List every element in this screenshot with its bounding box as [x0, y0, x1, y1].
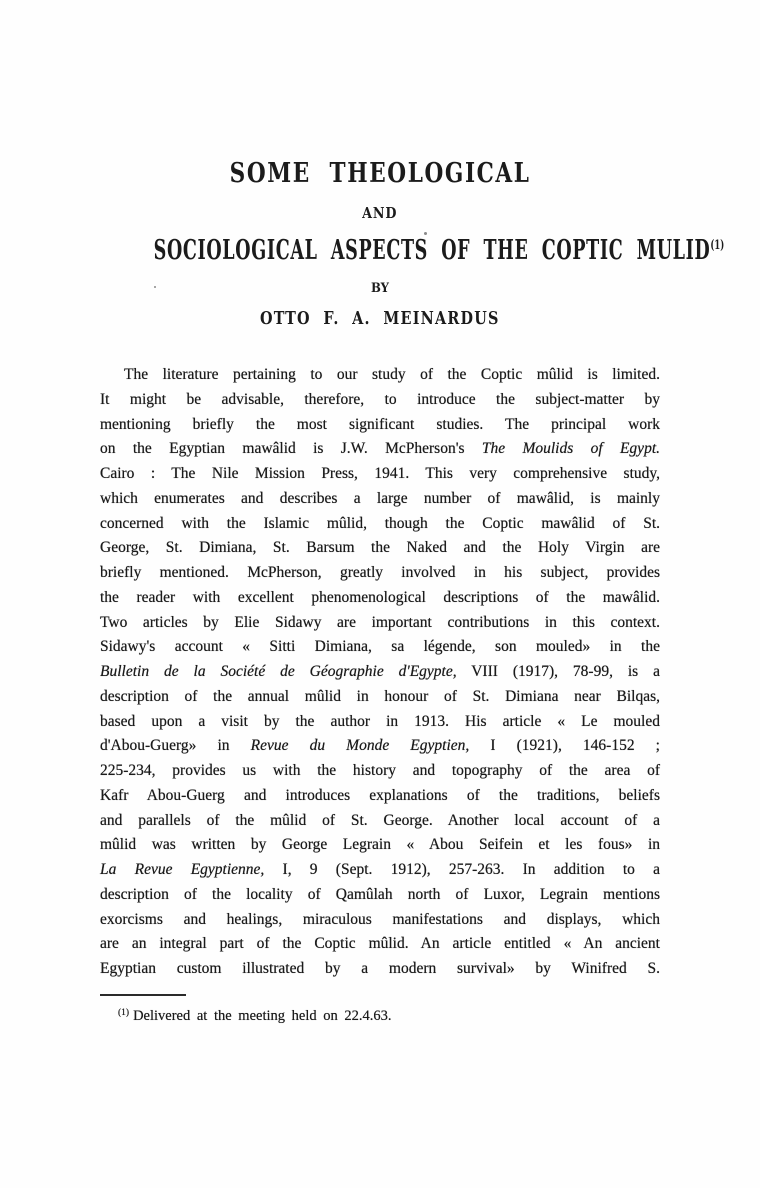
body-segment: briefly mentioned. McPherson, greatly involved in his subject, provides: [100, 564, 660, 581]
title-conjunction-row: [0, 204, 760, 223]
body-line: [100, 487, 660, 512]
body-line: [100, 858, 660, 883]
footnote-marker: (1): [118, 1008, 130, 1018]
body-segment: on the Egyptian mawâlid is J.W. McPherson's: [100, 440, 482, 458]
footnote: [100, 1002, 660, 1027]
body-segment: which enumerates and describes a large number of mawâlid, is mainly: [100, 489, 660, 507]
page-title-line2-text: SOCIOLOGICAL ASPECTS OF THE COPTIC MULID: [153, 235, 711, 266]
body-line: [100, 388, 660, 413]
body-segment: based upon a visit by the author in 1913. His article « Le mouled: [100, 712, 660, 730]
body-segment-italic: La Revue Egyptienne,: [100, 861, 265, 878]
body-line: [100, 413, 660, 438]
page-title-line2: [154, 235, 725, 266]
body-text: [100, 363, 660, 982]
body-line: [100, 660, 660, 685]
body-segment: Sidawy's account « Sitti Dimiana, sa légende, son mouled» in the: [100, 638, 660, 656]
body-segment: I, 9 (Sept. 1912), 257-263. In addition to a: [264, 861, 660, 878]
body-segment: 225-234, provides us with the history and topography of the area of: [100, 762, 660, 779]
body-segment: It might be advisable, therefore, to introduce the subject-matter by: [100, 390, 660, 408]
page-title-line1: SOME THEOLOGICAL: [229, 158, 531, 189]
body-segment: the reader with excellent phenomenological descriptions of the mawâlid.: [100, 588, 660, 606]
body-line: [100, 809, 660, 834]
byline-label: BY: [370, 281, 390, 296]
body-line: [100, 611, 660, 636]
body-line: [100, 883, 660, 908]
body-line: [100, 512, 660, 537]
body-segment: The literature pertaining to our study of the Coptic mûlid is limited.: [124, 366, 660, 383]
author-name: OTTO F. A. MEINARDUS: [260, 308, 500, 329]
body-segment: description of the annual mûlid in honour of St. Dimiana near Bilqas,: [100, 687, 660, 705]
body-line: [100, 932, 660, 957]
body-line: [100, 462, 660, 487]
body-segment: d'Abou-Guerg» in: [100, 737, 251, 755]
body-line: [100, 363, 660, 388]
body-line: [100, 437, 660, 462]
body-segment: I (1921), 146-152 ;: [469, 737, 660, 755]
body-segment: Egyptian custom illustrated by a modern survival» by Winifred S.: [100, 960, 660, 977]
scan-speck: [154, 286, 156, 288]
body-line: [100, 635, 660, 660]
author-row: [0, 308, 760, 329]
body-segment: VIII (1917), 78-99, is a: [456, 663, 660, 680]
body-segment: Cairo : The Nile Mission Press, 1941. This very comprehensive study,: [100, 465, 660, 482]
byline-row: [0, 279, 760, 297]
body-segment: mentioning briefly the most significant studies. The principal work: [100, 415, 660, 433]
body-line: [100, 685, 660, 710]
body-line: [100, 734, 660, 759]
body-segment-italic: The Moulids of Egypt.: [481, 440, 660, 458]
body-line: [100, 536, 660, 561]
body-line: [100, 759, 660, 784]
body-line: [100, 586, 660, 611]
body-line: [100, 784, 660, 809]
body-segment-italic: Bulletin de la Société de Géographie d'Egypte,: [100, 663, 457, 680]
body-segment: Two articles by Elie Sidawy are important contributions in this context.: [100, 613, 660, 631]
footnote-rule: [100, 994, 186, 996]
body-line: [100, 561, 660, 586]
body-line: [100, 957, 660, 982]
scan-speck: [424, 232, 427, 235]
footnote-text: Delivered at the meeting held on 22.4.63.: [133, 1008, 392, 1024]
body-segment: and parallels of the mûlid of St. George. Another local account of a: [100, 811, 660, 829]
body-segment: concerned with the Islamic mûlid, though the Coptic mawâlid of St.: [100, 514, 660, 532]
title-row-1: [0, 158, 760, 189]
body-line: [100, 710, 660, 735]
title-row-2: [0, 235, 760, 266]
body-segment: Kafr Abou-Guerg and introduces explanations of the traditions, beliefs: [100, 786, 660, 804]
body-line: [100, 908, 660, 933]
body-segment-italic: Revue du Monde Egyptien,: [250, 737, 470, 755]
body-segment: George, St. Dimiana, St. Barsum the Naked and the Holy Virgin are: [100, 539, 660, 557]
title-footnote-marker: (1): [710, 238, 725, 253]
body-segment: mûlid was written by George Legrain « Abou Seifein et les fous» in: [100, 836, 660, 854]
body-line: [100, 833, 660, 858]
title-conjunction: AND: [362, 204, 398, 222]
body-segment: description of the locality of Qamûlah north of Luxor, Legrain mentions: [100, 885, 660, 903]
body-segment: are an integral part of the Coptic mûlid. An article entitled « An ancient: [100, 935, 660, 953]
body-segment: exorcisms and healings, miraculous manifestations and displays, which: [100, 910, 660, 928]
